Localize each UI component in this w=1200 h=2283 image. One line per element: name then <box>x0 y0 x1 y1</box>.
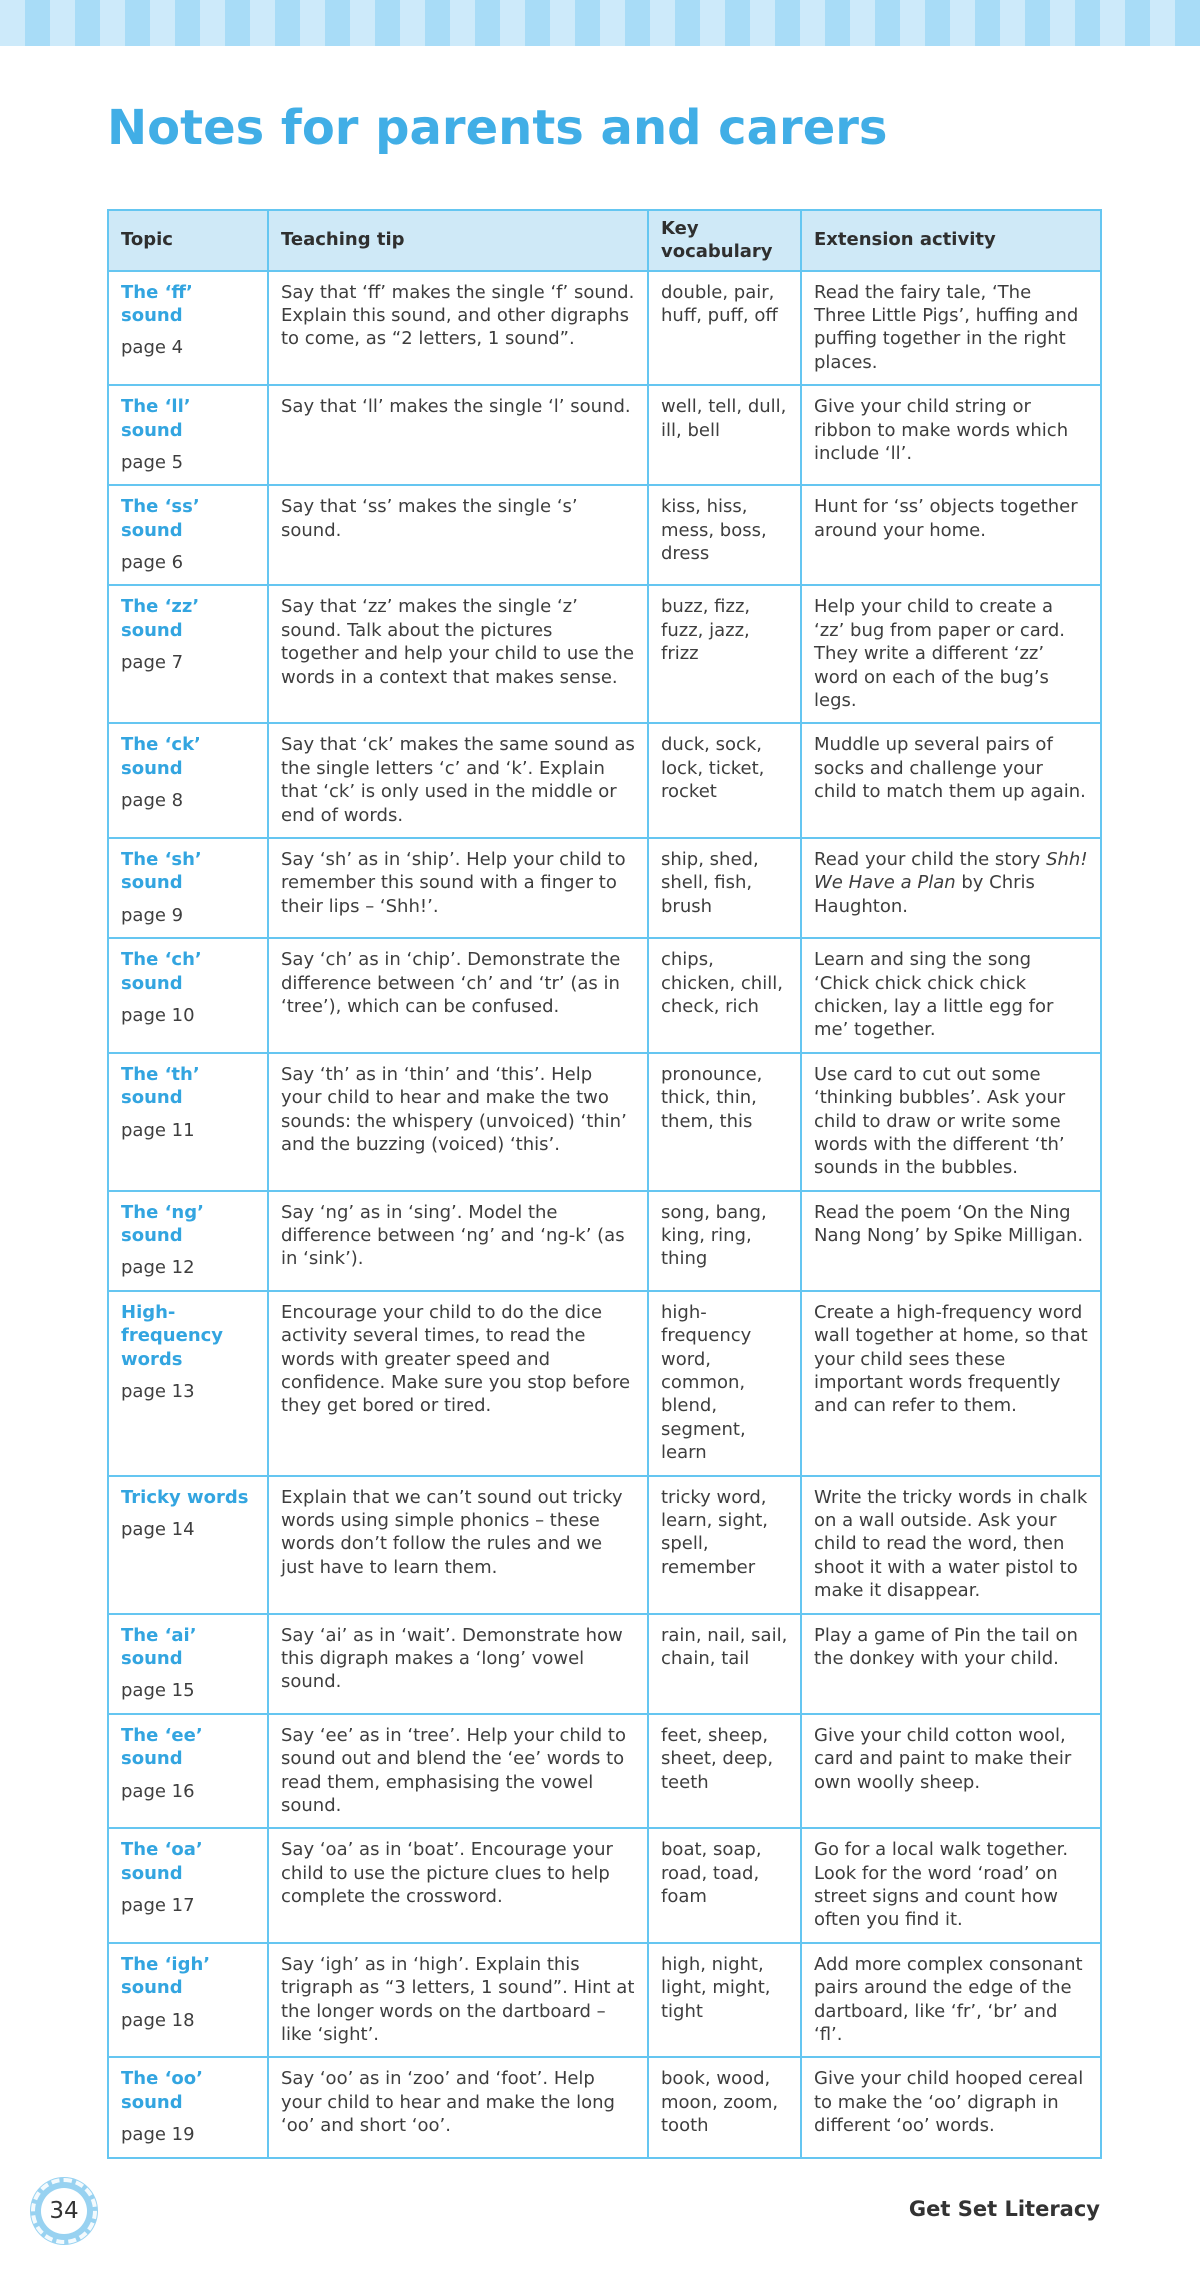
teaching-tip-cell: Say ‘ng’ as in ‘sing’. Model the difference between ‘ng’ and ‘ng-k’ (as in ‘sink’). <box>268 1191 648 1291</box>
table-row <box>108 585 1101 723</box>
extension-activity-cell: Give your child string or ribbon to make words which include ‘ll’. <box>801 385 1101 485</box>
table-header-row <box>108 210 1101 271</box>
key-vocabulary-cell: buzz, fizz, fuzz, jazz, frizz <box>648 585 801 723</box>
topic-label: The ‘oa’ sound <box>121 1839 203 1884</box>
table-row <box>108 1053 1101 1191</box>
topic-cell <box>108 1714 268 1829</box>
topic-label: The ‘ee’ sound <box>121 1724 203 1770</box>
table-row <box>108 385 1101 485</box>
key-vocabulary-cell: well, tell, dull, ill, bell <box>648 385 801 485</box>
topic-label: The ‘th’ sound <box>121 1063 200 1109</box>
teaching-tip-cell: Say that ‘ck’ makes the same sound as the single letters ‘c’ and ‘k’. Explain that ‘ck’ is only used in the middle or end of words. <box>268 723 648 838</box>
topic-label: The ‘ai’ sound <box>121 1624 197 1669</box>
teaching-tip-cell: Explain that we can’t sound out tricky words using simple phonics – these words don’t follow the rules and we just have to learn them. <box>268 1476 648 1614</box>
page-content <box>0 102 1200 2159</box>
topic-page-ref: page 6 <box>121 552 184 574</box>
teaching-tip-cell: Say ‘oo’ as in ‘zoo’ and ‘foot’. Help your child to hear and make the long ‘oo’ and short ‘oo’. <box>268 2057 648 2157</box>
topic-page-ref: page 16 <box>121 1780 195 1802</box>
notes-table <box>107 209 1102 2159</box>
teaching-tip-cell: Encourage your child to do the dice activity several times, to read the words with greater speed and confidence. Make sure you stop before they get bored or tired. <box>268 1291 648 1476</box>
table-row <box>108 1191 1101 1291</box>
topic-label: The ‘ss’ sound <box>121 496 200 541</box>
topic-cell <box>108 1614 268 1714</box>
header-extension-activity: Extension activity <box>801 210 1101 271</box>
topic-page-ref: page 18 <box>121 2009 195 2031</box>
table-row <box>108 723 1101 838</box>
teaching-tip-cell: Say ‘ee’ as in ‘tree’. Help your child to sound out and blend the ‘ee’ words to read them, emphasising the vowel sound. <box>268 1714 648 1829</box>
topic-label: The ‘sh’ sound <box>121 849 202 894</box>
book-title-italic: Shh! We Have a Plan <box>814 849 1088 894</box>
extension-activity-cell: Learn and sing the song ‘Chick chick chick chick chicken, lay a little egg for me’ together. <box>801 938 1101 1053</box>
topic-page-ref: page 13 <box>121 1381 195 1403</box>
table-row <box>108 938 1101 1053</box>
page-number-badge <box>30 2177 98 2245</box>
topic-page-ref: page 10 <box>121 1004 195 1026</box>
key-vocabulary-cell: tricky word, learn, sight, spell, remember <box>648 1476 801 1614</box>
topic-cell <box>108 1053 268 1191</box>
key-vocabulary-cell: ship, shed, shell, fish, brush <box>648 838 801 938</box>
header-topic: Topic <box>108 210 268 271</box>
topic-page-ref: page 11 <box>121 1119 195 1141</box>
topic-cell <box>108 271 268 386</box>
table-row <box>108 2057 1101 2157</box>
extension-activity-cell: Read the fairy tale, ‘The Three Little Pigs’, huffing and puffing together in the right places. <box>801 271 1101 386</box>
table-row <box>108 485 1101 585</box>
teaching-tip-cell: Say ‘oa’ as in ‘boat’. Encourage your child to use the picture clues to help complete the crossword. <box>268 1828 648 1943</box>
topic-page-ref: page 9 <box>121 904 184 926</box>
teaching-tip-cell: Say ‘ch’ as in ‘chip’. Demonstrate the difference between ‘ch’ and ‘tr’ (as in ‘tree’), which can be confused. <box>268 938 648 1053</box>
teaching-tip-cell: Say ‘sh’ as in ‘ship’. Help your child to remember this sound with a finger to their lips – ‘Shh!’. <box>268 838 648 938</box>
topic-label: The ‘ll’ sound <box>121 396 191 441</box>
page-number: 34 <box>41 2188 87 2234</box>
teaching-tip-cell: Say that ‘ll’ makes the single ‘l’ sound. <box>268 385 648 485</box>
topic-cell <box>108 585 268 723</box>
topic-label: The ‘ch’ sound <box>121 949 202 994</box>
topic-cell <box>108 1943 268 2058</box>
header-key-vocabulary: Key vocabulary <box>648 210 801 271</box>
page-title: Notes for parents and carers <box>107 100 888 156</box>
topic-page-ref: page 4 <box>121 337 184 359</box>
topic-label: High-frequency words <box>121 1301 224 1370</box>
page-footer <box>0 2173 1200 2283</box>
topic-cell <box>108 2057 268 2157</box>
key-vocabulary-cell: high-frequency word, common, blend, segment, learn <box>648 1291 801 1476</box>
topic-cell <box>108 385 268 485</box>
extension-activity-cell: Use card to cut out some ‘thinking bubbles’. Ask your child to draw or write some words with the different ‘th’ sounds in the bubbles. <box>801 1053 1101 1191</box>
extension-activity-cell: Add more complex consonant pairs around the edge of the dartboard, like ‘fr’, ‘br’ and ‘fl’. <box>801 1943 1101 2058</box>
header-teaching-tip: Teaching tip <box>268 210 648 271</box>
decorative-stripe-band <box>0 0 1200 46</box>
table-row <box>108 1943 1101 2058</box>
table-row <box>108 1614 1101 1714</box>
topic-label: The ‘oo’ sound <box>121 2068 203 2113</box>
key-vocabulary-cell: book, wood, moon, zoom, tooth <box>648 2057 801 2157</box>
topic-page-ref: page 7 <box>121 652 184 674</box>
topic-label: The ‘ck’ sound <box>121 734 201 779</box>
teaching-tip-cell: Say that ‘ff’ makes the single ‘f’ sound. Explain this sound, and other digraphs to come, as “2 letters, 1 sound”. <box>268 271 648 386</box>
topic-cell <box>108 485 268 585</box>
table-row <box>108 1828 1101 1943</box>
topic-cell <box>108 1828 268 1943</box>
topic-cell <box>108 723 268 838</box>
key-vocabulary-cell: kiss, hiss, mess, boss, dress <box>648 485 801 585</box>
topic-cell <box>108 1191 268 1291</box>
brand-text: Get Set Literacy <box>908 2196 1100 2221</box>
extension-activity-cell: Give your child cotton wool, card and paint to make their own woolly sheep. <box>801 1714 1101 1829</box>
extension-text: by Chris Haughton. <box>814 872 1035 917</box>
extension-activity-cell: Give your child hooped cereal to make the ‘oo’ digraph in different ‘oo’ words. <box>801 2057 1101 2157</box>
topic-cell <box>108 838 268 938</box>
table-row <box>108 271 1101 386</box>
table-row <box>108 1291 1101 1476</box>
topic-label: The ‘ff’ sound <box>121 281 193 326</box>
extension-activity-cell <box>801 838 1101 938</box>
key-vocabulary-cell: song, bang, king, ring, thing <box>648 1191 801 1291</box>
extension-activity-cell: Read the poem ‘On the Ning Nang Nong’ by Spike Milligan. <box>801 1191 1101 1291</box>
key-vocabulary-cell: boat, soap, road, toad, foam <box>648 1828 801 1943</box>
extension-activity-cell: Help your child to create a ‘zz’ bug from paper or card. They write a different ‘zz’ word on each of the bug’s legs. <box>801 585 1101 723</box>
topic-page-ref: page 15 <box>121 1680 195 1702</box>
teaching-tip-cell: Say that ‘zz’ makes the single ‘z’ sound. Talk about the pictures together and help your child to use the words in a context that makes sense. <box>268 585 648 723</box>
topic-page-ref: page 8 <box>121 790 184 812</box>
topic-page-ref: page 14 <box>121 1518 195 1540</box>
topic-label: Tricky words <box>121 1486 249 1508</box>
teaching-tip-cell: Say that ‘ss’ makes the single ‘s’ sound. <box>268 485 648 585</box>
key-vocabulary-cell: pronounce, thick, thin, them, this <box>648 1053 801 1191</box>
extension-activity-cell: Go for a local walk together. Look for the word ‘road’ on street signs and count how often you find it. <box>801 1828 1101 1943</box>
extension-activity-cell: Write the tricky words in chalk on a wall outside. Ask your child to read the word, then shoot it with a water pistol to make it disappear. <box>801 1476 1101 1614</box>
key-vocabulary-cell: rain, nail, sail, chain, tail <box>648 1614 801 1714</box>
teaching-tip-cell: Say ‘igh’ as in ‘high’. Explain this trigraph as “3 letters, 1 sound”. Hint at the longer words on the dartboard – like ‘sight’. <box>268 1943 648 2058</box>
table-row <box>108 1476 1101 1614</box>
key-vocabulary-cell: duck, sock, lock, ticket, rocket <box>648 723 801 838</box>
table-row <box>108 1714 1101 1829</box>
extension-activity-cell: Hunt for ‘ss’ objects together around your home. <box>801 485 1101 585</box>
extension-activity-cell: Muddle up several pairs of socks and challenge your child to match them up again. <box>801 723 1101 838</box>
topic-cell <box>108 1291 268 1476</box>
topic-cell <box>108 1476 268 1614</box>
key-vocabulary-cell: high, night, light, might, tight <box>648 1943 801 2058</box>
topic-cell <box>108 938 268 1053</box>
topic-label: The ‘igh’ sound <box>121 1953 211 1999</box>
key-vocabulary-cell: double, pair, huff, puff, off <box>648 271 801 386</box>
topic-page-ref: page 19 <box>121 2124 195 2146</box>
table-row <box>108 838 1101 938</box>
topic-label: The ‘ng’ sound <box>121 1201 204 1247</box>
teaching-tip-cell: Say ‘th’ as in ‘thin’ and ‘this’. Help your child to hear and make the two sounds: the whispery (unvoiced) ‘thin’ and the buzzing (voiced) ‘this’. <box>268 1053 648 1191</box>
extension-activity-cell: Play a game of Pin the tail on the donkey with your child. <box>801 1614 1101 1714</box>
topic-page-ref: page 5 <box>121 451 184 473</box>
topic-label: The ‘zz’ sound <box>121 596 200 641</box>
topic-page-ref: page 12 <box>121 1257 195 1279</box>
extension-activity-cell: Create a high-frequency word wall together at home, so that your child sees these important words frequently and can refer to them. <box>801 1291 1101 1476</box>
key-vocabulary-cell: chips, chicken, chill, check, rich <box>648 938 801 1053</box>
topic-page-ref: page 17 <box>121 1895 195 1917</box>
extension-text: Read your child the story <box>814 849 1047 870</box>
key-vocabulary-cell: feet, sheep, sheet, deep, teeth <box>648 1714 801 1829</box>
teaching-tip-cell: Say ‘ai’ as in ‘wait’. Demonstrate how this digraph makes a ‘long’ vowel sound. <box>268 1614 648 1714</box>
